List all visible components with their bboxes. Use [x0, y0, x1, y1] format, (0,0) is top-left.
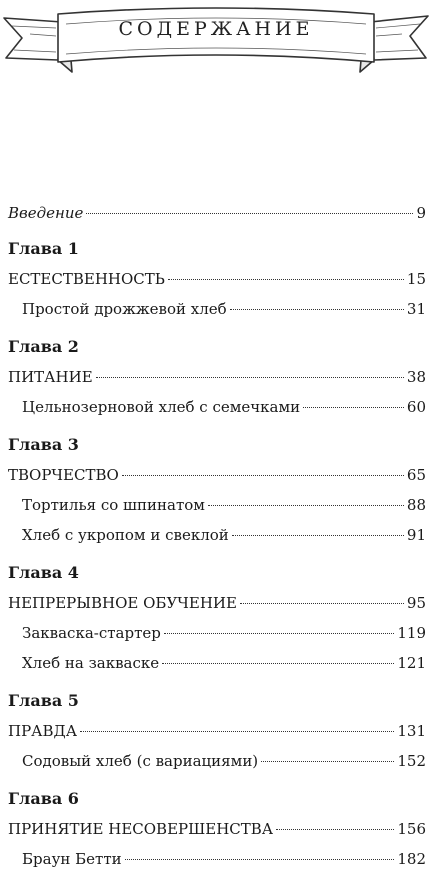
chapter-label: Глава 6	[8, 789, 79, 808]
dot-leader	[86, 212, 413, 214]
dot-leader	[168, 278, 404, 280]
toc-entry-title: ПИТАНИЕ	[8, 368, 93, 386]
toc-entry-title: Браун Бетти	[22, 850, 122, 868]
toc-entry-title: Хлеб с укропом и свеклой	[22, 526, 229, 544]
toc-entry-intro[interactable]	[8, 198, 426, 228]
dot-leader	[303, 406, 404, 408]
title-banner	[0, 0, 432, 92]
toc-entry-title: ЕСТЕСТВЕННОСТЬ	[8, 270, 165, 288]
toc-entry-recipe[interactable]	[8, 844, 426, 874]
dot-leader	[96, 376, 404, 378]
toc-entry-page: 152	[397, 752, 426, 770]
toc-entry-chapter[interactable]	[8, 588, 426, 618]
dot-leader	[232, 534, 404, 536]
toc-entry-title: НЕПРЕРЫВНОЕ ОБУЧЕНИЕ	[8, 594, 237, 612]
chapter-label: Глава 1	[8, 239, 79, 258]
toc-entry-page: 15	[406, 270, 426, 288]
toc-entry-title: Тортилья со шпинатом	[22, 496, 205, 514]
toc-entry-page: 182	[397, 850, 426, 868]
toc-entry-recipe[interactable]	[8, 648, 426, 678]
dot-leader	[125, 858, 395, 860]
toc-entry-page: 88	[406, 496, 426, 514]
toc-entry-recipe[interactable]	[8, 392, 426, 422]
dot-leader	[261, 760, 394, 762]
dot-leader	[122, 474, 404, 476]
toc-entry-chapter[interactable]	[8, 460, 426, 490]
toc-entry-page: 65	[406, 466, 426, 484]
chapter-label: Глава 4	[8, 563, 79, 582]
toc-entry-recipe[interactable]	[8, 490, 426, 520]
toc-entry-title: Введение	[8, 204, 84, 222]
dot-leader	[230, 308, 404, 310]
toc-entry-page: 95	[406, 594, 426, 612]
toc-entry-title: Простой дрожжевой хлеб	[22, 300, 227, 318]
ribbon-banner-icon	[0, 0, 432, 92]
toc-entry-page: 119	[397, 624, 426, 642]
toc-entry-recipe[interactable]	[8, 746, 426, 776]
toc-entry-chapter[interactable]	[8, 716, 426, 746]
toc-entry-title: Закваска-стартер	[22, 624, 161, 642]
toc-entry-page: 38	[406, 368, 426, 386]
toc-entry-page: 60	[406, 398, 426, 416]
toc-entry-page: 91	[406, 526, 426, 544]
toc-entry-page: 156	[397, 820, 426, 838]
chapter-label: Глава 3	[8, 435, 79, 454]
table-of-contents	[8, 198, 426, 874]
toc-entry-title: Хлеб на закваске	[22, 654, 160, 672]
chapter-label: Глава 5	[8, 691, 79, 710]
toc-entry-title: ПРИНЯТИЕ НЕСОВЕРШЕНСТВА	[8, 820, 274, 838]
toc-entry-title: Цельнозерновой хлеб с семечками	[22, 398, 301, 416]
page-title: СОДЕРЖАНИЕ	[118, 18, 314, 40]
dot-leader	[162, 662, 394, 664]
toc-entry-chapter[interactable]	[8, 264, 426, 294]
dot-leader	[208, 504, 404, 506]
toc-entry-page: 121	[397, 654, 426, 672]
dot-leader	[80, 730, 394, 732]
toc-entry-page: 9	[416, 204, 426, 222]
toc-entry-recipe[interactable]	[8, 294, 426, 324]
toc-entry-title: Содовый хлеб (с вариациями)	[22, 752, 259, 770]
toc-entry-title: ТВОРЧЕСТВО	[8, 466, 119, 484]
toc-entry-page: 31	[406, 300, 426, 318]
chapter-label: Глава 2	[8, 337, 79, 356]
dot-leader	[240, 602, 404, 604]
toc-entry-chapter[interactable]	[8, 362, 426, 392]
toc-entry-page: 131	[397, 722, 426, 740]
toc-entry-title: ПРАВДА	[8, 722, 78, 740]
dot-leader	[276, 828, 394, 830]
toc-entry-recipe[interactable]	[8, 618, 426, 648]
toc-entry-recipe[interactable]	[8, 520, 426, 550]
toc-entry-chapter[interactable]	[8, 814, 426, 844]
dot-leader	[164, 632, 394, 634]
